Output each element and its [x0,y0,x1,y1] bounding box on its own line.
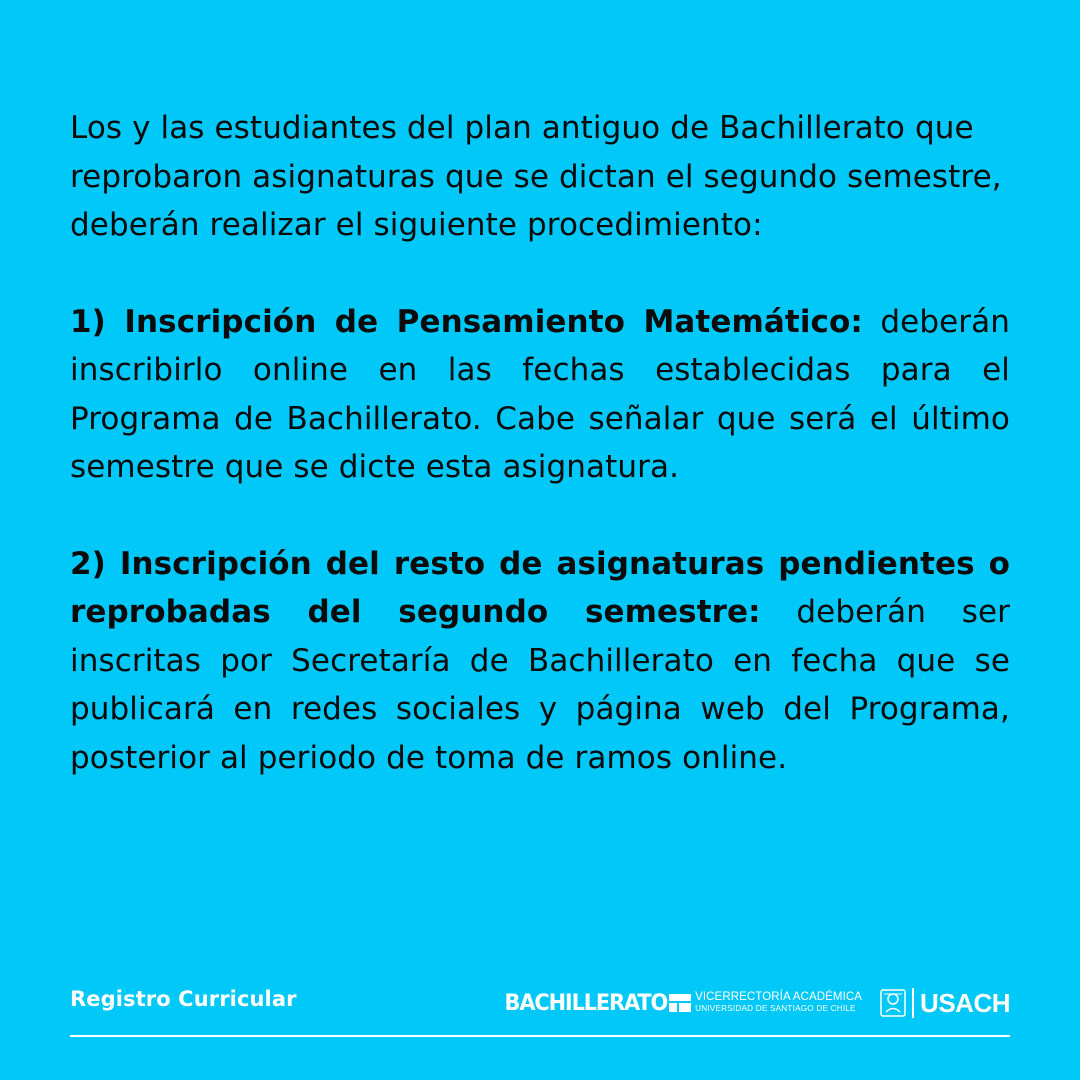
registro-curricular-label: Registro Curricular [70,987,297,1011]
step-1-heading: 1) Inscripción de Pensamiento Matemático: [70,303,863,340]
universidad-label: UNIVERSIDAD DE SANTIAGO DE CHILE [695,1004,856,1013]
step-1-body: deberán inscribirlo online en las fechas establecidas para el Programa de Bachillerato. Cabe señalar que será el último semestre que se dicte esta asignatura. [70,303,1010,485]
step-1-paragraph [70,298,1010,492]
usach-seal-icon [880,988,906,1018]
step-2-heading: 2) Inscripción del resto de asignaturas pendientes o reprobadas del segundo semestre: [70,545,1010,630]
vicerrectoria-logo-text [695,992,862,1014]
bachillerato-flag-icon [669,994,691,1012]
step-2-paragraph [70,540,1010,783]
vicerrectoria-label: VICERRECTORÍA ACADÉMICA [695,991,863,1003]
usach-logo-text: USACH [912,988,1010,1018]
bachillerato-logo-text: BACHILLERATO [504,990,668,1016]
announcement-body [70,104,1010,830]
step-2-body: deberán ser inscritas por Secretaría de Bachillerato en fecha que se publicará en redes sociales y página web del Programa, posterior al periodo de toma de ramos online. [70,594,1010,776]
footer [70,985,1010,1025]
institution-logos [496,985,1010,1021]
footer-divider [70,1035,1010,1037]
intro-paragraph: Los y las estudiantes del plan antiguo de Bachillerato que reprobaron asignaturas que se dictan el segundo semestre, deberán realizar el siguiente procedimiento: [70,110,1002,243]
